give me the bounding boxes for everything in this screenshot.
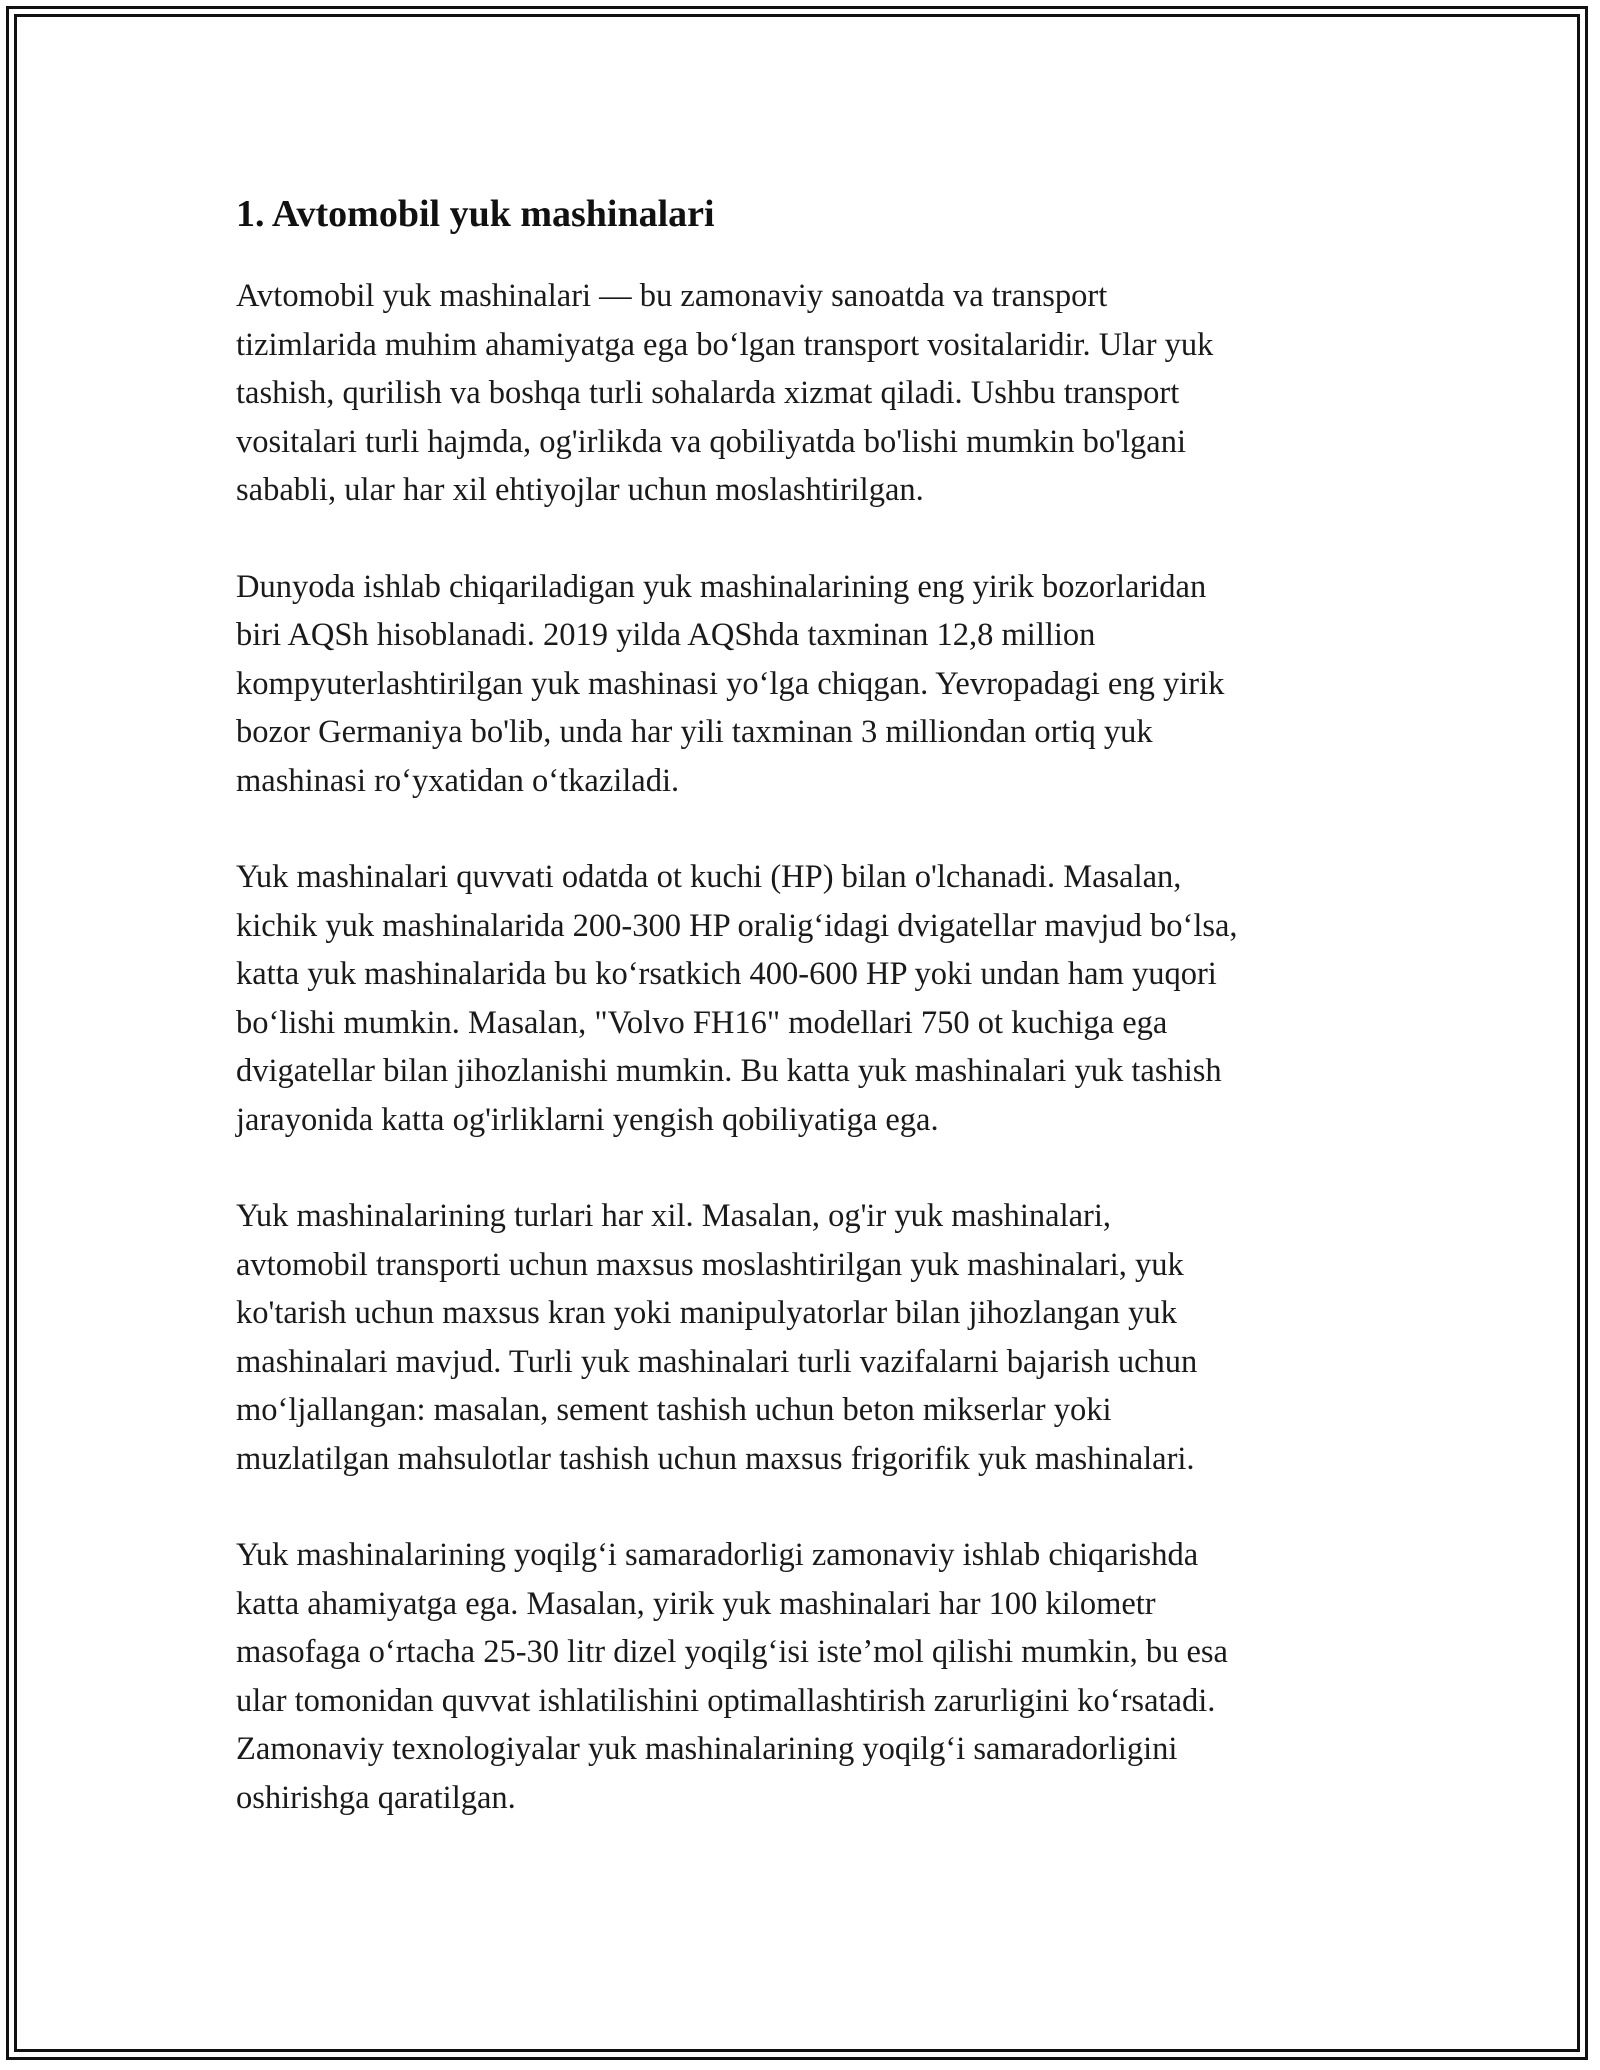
paragraph-line: Yuk mashinalarining turlari har xil. Masalan, og'ir yuk mashinalari, [236,1198,1112,1234]
paragraph-line: mashinasi roʻyxatidan oʻtkaziladi. [236,762,680,799]
paragraph-line: oshirishga qaratilgan. [236,1779,516,1816]
paragraph-line: dvigatellar bilan jihozlanishi mumkin. Bu katta yuk mashinalari yuk tashish [236,1053,1222,1089]
paragraph-line: kichik yuk mashinalarida 200-300 HP oraligʻidagi dvigatellar mavjud boʻlsa, [236,907,1238,944]
paragraph-line: mashinalari mavjud. Turli yuk mashinalari turli vazifalarni bajarish uchun [236,1343,1198,1380]
paragraph [236,853,1376,1144]
paragraph-line: Dunyoda ishlab chiqariladigan yuk mashinalarining eng yirik bozorlaridan [236,568,1207,605]
paragraph [236,563,1376,806]
paragraph-line: vositalari turli hajmda, og'irlikda va qobiliyatda bo'lishi mumkin bo'lgani [236,423,1186,460]
section-heading: 1. Avtomobil yuk mashinalari [236,193,715,235]
paragraph-line: Zamonaviy texnologiyalar yuk mashinalarining yoqilgʻi samaradorligini [236,1731,1178,1767]
paragraph-line: katta yuk mashinalarida bu koʻrsatkich 400-600 HP yoki undan ham yuqori [236,956,1217,992]
paragraph-line: moʻljallangan: masalan, sement tashish uchun beton mikserlar yoki [236,1392,1112,1428]
paragraph [236,1531,1376,1822]
paragraph-line: ular tomonidan quvvat ishlatilishini optimallashtirish zarurligini koʻrsatadi. [236,1682,1216,1719]
paragraph [236,1192,1376,1483]
paragraph-line: Yuk mashinalarining yoqilgʻi samaradorligi zamonaviy ishlab chiqarishda [236,1537,1199,1573]
paragraph-line: kompyuterlashtirilgan yuk mashinasi yoʻlga chiqgan. Yevropadagi eng yirik [236,665,1225,702]
paragraph-line: Yuk mashinalari quvvati odatda ot kuchi (HP) bilan o'lchanadi. Masalan, [236,859,1182,895]
paragraph-line: biri AQSh hisoblanadi. 2019 yilda AQShda taxminan 12,8 million [236,617,1096,653]
paragraph-line: muzlatilgan mahsulotlar tashish uchun maxsus frigorifik yuk mashinalari. [236,1440,1195,1477]
paragraph-line: tashish, qurilish va boshqa turli sohalarda xizmat qiladi. Ushbu transport [236,375,1180,411]
paragraph-line: bozor Germaniya bo'lib, unda har yili taxminan 3 milliondan ortiq yuk [236,714,1153,750]
paragraph-line: ko'tarish uchun maxsus kran yoki manipulyatorlar bilan jihozlangan yuk [236,1295,1177,1331]
paragraph-line: avtomobil transporti uchun maxsus moslashtirilgan yuk mashinalari, yuk [236,1246,1184,1283]
paragraph-line: Avtomobil yuk mashinalari — bu zamonaviy sanoatda va transport [236,278,1108,314]
paragraph-line: boʻlishi mumkin. Masalan, "Volvo FH16" modellari 750 ot kuchiga ega [236,1004,1168,1041]
paragraph-line: katta ahamiyatga ega. Masalan, yirik yuk mashinalari har 100 kilometr [236,1585,1156,1622]
paragraph-line: sababli, ular har xil ehtiyojlar uchun moslashtirilgan. [236,472,924,508]
paragraph-line: tizimlarida muhim ahamiyatga ega boʻlgan transport vositalaridir. Ular yuk [236,326,1214,363]
paragraph [236,272,1376,515]
paragraph-line: jarayonida katta og'irliklarni yengish qobiliyatiga ega. [236,1101,939,1138]
document-body [236,190,1376,1870]
paragraph-line: masofaga oʻrtacha 25-30 litr dizel yoqilgʻisi isteʼmol qilishi mumkin, bu esa [236,1634,1228,1670]
paragraph-list [236,272,1376,1822]
